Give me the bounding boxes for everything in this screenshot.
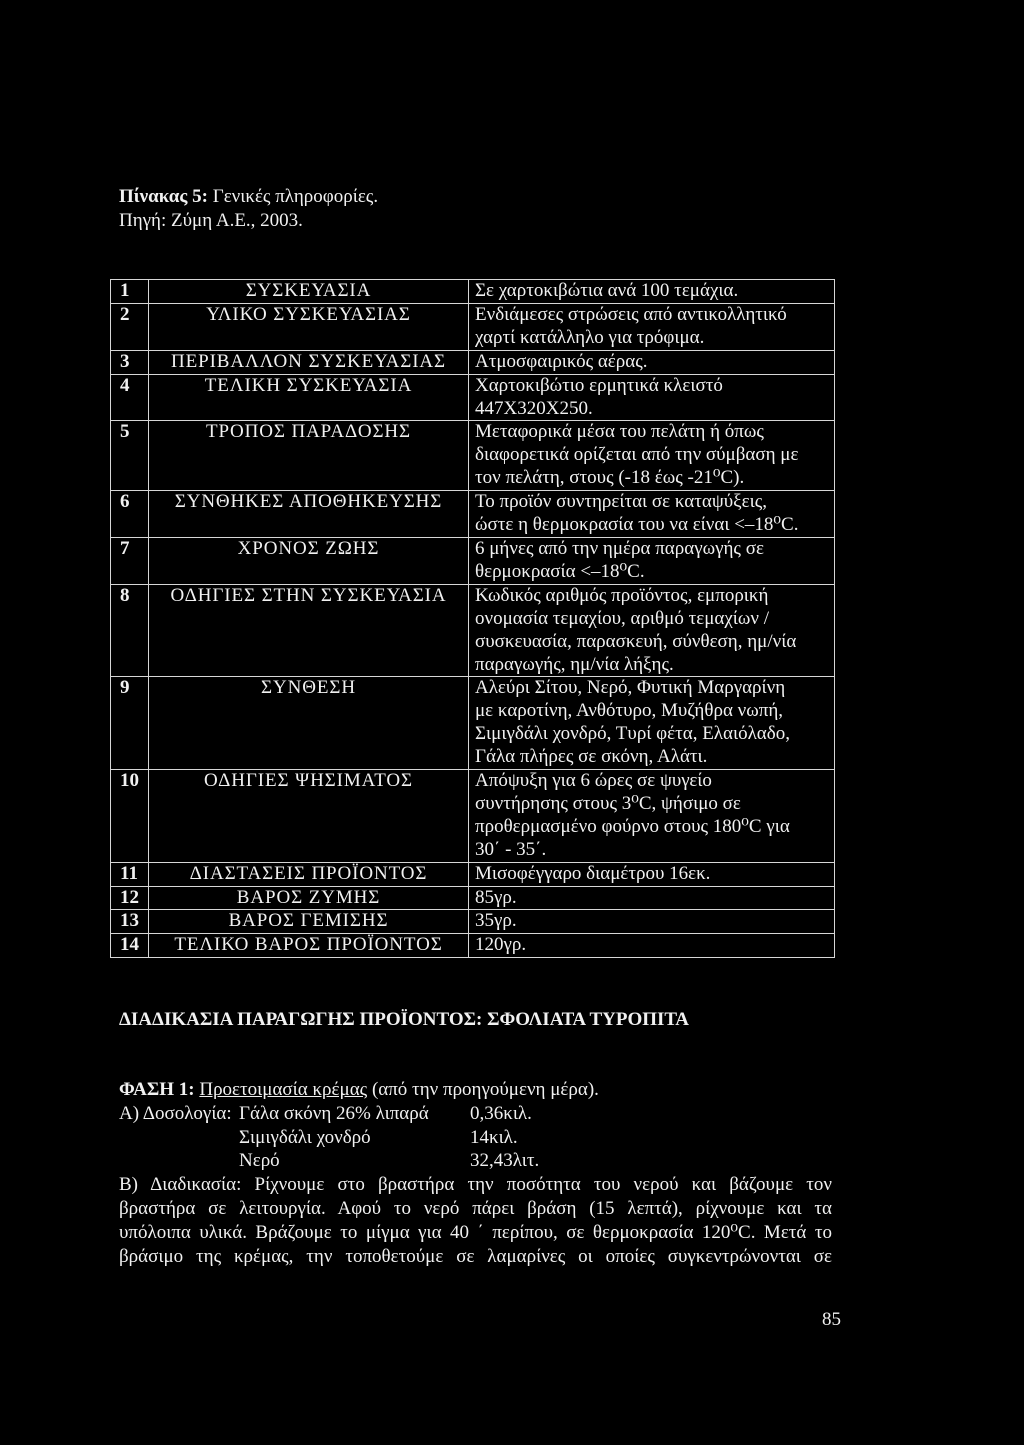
row-value-line: 120γρ. <box>475 934 527 956</box>
row-field-label: ΠΕΡΙΒΑΛΛΟΝ ΣΥΣΚΕΥΑΣΙΑΣ <box>149 350 469 374</box>
dosage-prefix-spacer <box>119 1126 239 1150</box>
dosage-prefix: Α) Δοσολογία: <box>119 1102 232 1124</box>
table-row <box>111 491 835 538</box>
row-number: 14 <box>111 934 149 958</box>
row-number: 7 <box>111 537 149 584</box>
table-row <box>111 677 835 770</box>
dosage-ingredient: Σιμιγδάλι χονδρό <box>239 1126 371 1148</box>
row-number: 9 <box>111 677 149 770</box>
process-section <box>119 1078 832 1268</box>
dosage-row <box>119 1126 832 1150</box>
dosage-prefix-spacer <box>119 1149 239 1173</box>
row-value-line: ώστε η θερμοκρασία του να είναι <–18⁰C. <box>475 514 799 536</box>
row-value-line: 447Χ320Χ250. <box>475 397 593 419</box>
procedure-line: Β) Διαδικασία: Ρίχνουμε στο βραστήρα την ποσότητα του νερού και βάζουμε τον <box>119 1174 832 1196</box>
row-value <box>469 374 835 421</box>
dosage-ingredient: Νερό <box>239 1150 280 1172</box>
row-value-line: Μισοφέγγαρο διαμέτρου 16εκ. <box>475 862 711 884</box>
row-value-line: ονομασία τεμαχίου, αριθμό τεμαχίων / <box>475 607 770 629</box>
procedure-line: βράσιμο της κρέμας, την τοποθετούμε σε λαμαρίνες οι οποίες συγκεντρώνονται σε <box>119 1245 832 1267</box>
row-field-label: ΒΑΡΟΣ ΖΥΜΗΣ <box>149 886 469 910</box>
caption-source: Πηγή: Ζύμη Α.Ε., 2003. <box>119 209 303 231</box>
table-row <box>111 862 835 886</box>
row-value <box>469 537 835 584</box>
row-value-line: συντήρησης στους 3⁰C, ψήσιμο σε <box>475 792 741 814</box>
row-field-label: ΤΕΛΙΚΟ ΒΑΡΟΣ ΠΡΟΪΟΝΤΟΣ <box>149 934 469 958</box>
row-value-line: προθερμασμένο φούρνο στους 180⁰C για <box>475 815 790 837</box>
table-row <box>111 886 835 910</box>
row-number: 6 <box>111 491 149 538</box>
row-value <box>469 910 835 934</box>
row-number: 13 <box>111 910 149 934</box>
row-value-line: παραγωγής, ημ/νία λήξης. <box>475 653 674 675</box>
caption-title-line <box>119 185 378 209</box>
row-field-label: ΣΥΝΘΕΣΗ <box>149 677 469 770</box>
row-value-line: Αλεύρι Σίτου, Νερό, Φυτική Μαργαρίνη <box>475 677 786 699</box>
row-value <box>469 280 835 304</box>
row-field-label: ΤΡΟΠΟΣ ΠΑΡΑΔΟΣΗΣ <box>149 421 469 491</box>
table-row <box>111 280 835 304</box>
row-number: 10 <box>111 770 149 863</box>
row-value-line: τον πελάτη, στους (-18 έως -21⁰C). <box>475 467 745 489</box>
row-value-line: 30΄ - 35΄. <box>475 838 547 860</box>
row-field-label: ΒΑΡΟΣ ΓΕΜΙΣΗΣ <box>149 910 469 934</box>
caption-label: Πίνακας 5: <box>119 186 208 207</box>
phase-title: Προετοιμασία κρέμας <box>199 1079 368 1100</box>
row-field-label: ΟΔΗΓΙΕΣ ΨΗΣΙΜΑΤΟΣ <box>149 770 469 863</box>
row-value <box>469 886 835 910</box>
dosage-amount: 0,36κιλ. <box>470 1102 532 1124</box>
row-value-line: χαρτί κατάλληλο για τρόφιμα. <box>475 326 705 348</box>
row-value-line: Σε χαρτοκιβώτια ανά 100 τεμάχια. <box>475 280 739 301</box>
dosage-row <box>119 1102 832 1126</box>
table-row <box>111 910 835 934</box>
row-value-line: Απόψυξη για 6 ώρες σε ψυγείο <box>475 770 712 792</box>
row-value <box>469 303 835 350</box>
procedure-paragraph <box>119 1173 832 1268</box>
row-value <box>469 584 835 677</box>
caption-title: Γενικές πληροφορίες. <box>212 186 379 207</box>
table-row <box>111 421 835 491</box>
row-value-line: με καροτίνη, Ανθότυρο, Μυζήθρα νωπή, <box>475 700 784 722</box>
row-value-line: 85γρ. <box>475 886 517 908</box>
table-row <box>111 584 835 677</box>
dosage-ingredient: Γάλα σκόνη 26% λιπαρά <box>239 1102 429 1124</box>
row-value-line: 35γρ. <box>475 910 517 932</box>
procedure-line: βραστήρα σε λειτουργία. Αφού το νερό πάρει βράση (15 λεπτά), ρίχνουμε και τα <box>119 1197 832 1219</box>
table-caption <box>119 185 378 232</box>
dosage-amount: 14κιλ. <box>470 1126 518 1148</box>
dosage-row <box>119 1149 832 1173</box>
row-field-label: ΥΛΙΚΟ ΣΥΣΚΕΥΑΣΙΑΣ <box>149 303 469 350</box>
row-value-line: Το προϊόν συντηρείται σε καταψύξεις, <box>475 491 767 513</box>
row-value <box>469 421 835 491</box>
row-value-line: Ενδιάμεσες στρώσεις από αντικολλητικό <box>475 303 787 325</box>
row-number: 5 <box>111 421 149 491</box>
table-row <box>111 350 835 374</box>
row-number: 11 <box>111 862 149 886</box>
row-field-label: ΧΡΟΝΟΣ ΖΩΗΣ <box>149 537 469 584</box>
row-value <box>469 862 835 886</box>
row-value <box>469 677 835 770</box>
page-number: 85 <box>822 1309 841 1330</box>
row-value-line: διαφορετικά ορίζεται από την σύμβαση με <box>475 444 799 466</box>
process-heading: ΔΙΑΔΙΚΑΣΙΑ ΠΑΡΑΓΩΓΗΣ ΠΡΟΪΟΝΤΟΣ: ΣΦΟΛΙΑΤΑ ΤΥΡΟΠΙΤΑ <box>119 1009 689 1030</box>
row-value-line: θερμοκρασία <–18⁰C. <box>475 560 645 582</box>
row-value <box>469 350 835 374</box>
row-field-label: ΣΥΝΘΗΚΕΣ ΑΠΟΘΗΚΕΥΣΗΣ <box>149 491 469 538</box>
row-value-line: Χαρτοκιβώτιο ερμητικά κλειστό <box>475 374 723 396</box>
row-value-line: Κωδικός αριθμός προϊόντος, εμπορική <box>475 584 769 606</box>
row-number: 1 <box>111 280 149 304</box>
row-number: 12 <box>111 886 149 910</box>
phase-line <box>119 1078 832 1102</box>
row-field-label: ΟΔΗΓΙΕΣ ΣΤΗΝ ΣΥΣΚΕΥΑΣΙΑ <box>149 584 469 677</box>
row-number: 8 <box>111 584 149 677</box>
row-value <box>469 491 835 538</box>
row-value-line: συσκευασία, παρασκευή, σύνθεση, ημ/νία <box>475 630 797 652</box>
row-number: 2 <box>111 303 149 350</box>
row-value-line: Γάλα πλήρες σε σκόνη, Αλάτι. <box>475 746 708 768</box>
general-info-table <box>110 279 835 958</box>
general-info-table-body <box>111 280 835 958</box>
phase-label: ΦΑΣΗ 1: <box>119 1079 195 1100</box>
row-value-line: Ατμοσφαιρικός αέρας. <box>475 350 648 372</box>
table-row <box>111 770 835 863</box>
row-value-line: Σιμιγδάλι χονδρό, Τυρί φέτα, Ελαιόλαδο, <box>475 723 790 745</box>
row-value <box>469 934 835 958</box>
table-row <box>111 303 835 350</box>
row-number: 3 <box>111 350 149 374</box>
row-number: 4 <box>111 374 149 421</box>
row-value <box>469 770 835 863</box>
row-field-label: ΣΥΣΚΕΥΑΣΙΑ <box>149 280 469 304</box>
procedure-line: υπόλοιπα υλικά. Βράζουμε το μίγμα για 40 ΄ περίπου, σε θερμοκρασία 120⁰C. Μετά το <box>119 1221 832 1243</box>
row-value-line: Μεταφορικά μέσα του πελάτη ή όπως <box>475 421 764 443</box>
row-value-line: 6 μήνες από την ημέρα παραγωγής σε <box>475 537 764 559</box>
row-field-label: ΔΙΑΣΤΑΣΕΙΣ ΠΡΟΪΟΝΤΟΣ <box>149 862 469 886</box>
dosage-amount: 32,43λιτ. <box>470 1150 540 1172</box>
phase-note: (από την προηγούμενη μέρα). <box>371 1079 599 1100</box>
table-row <box>111 537 835 584</box>
row-field-label: ΤΕΛΙΚΗ ΣΥΣΚΕΥΑΣΙΑ <box>149 374 469 421</box>
table-row <box>111 374 835 421</box>
table-row <box>111 934 835 958</box>
